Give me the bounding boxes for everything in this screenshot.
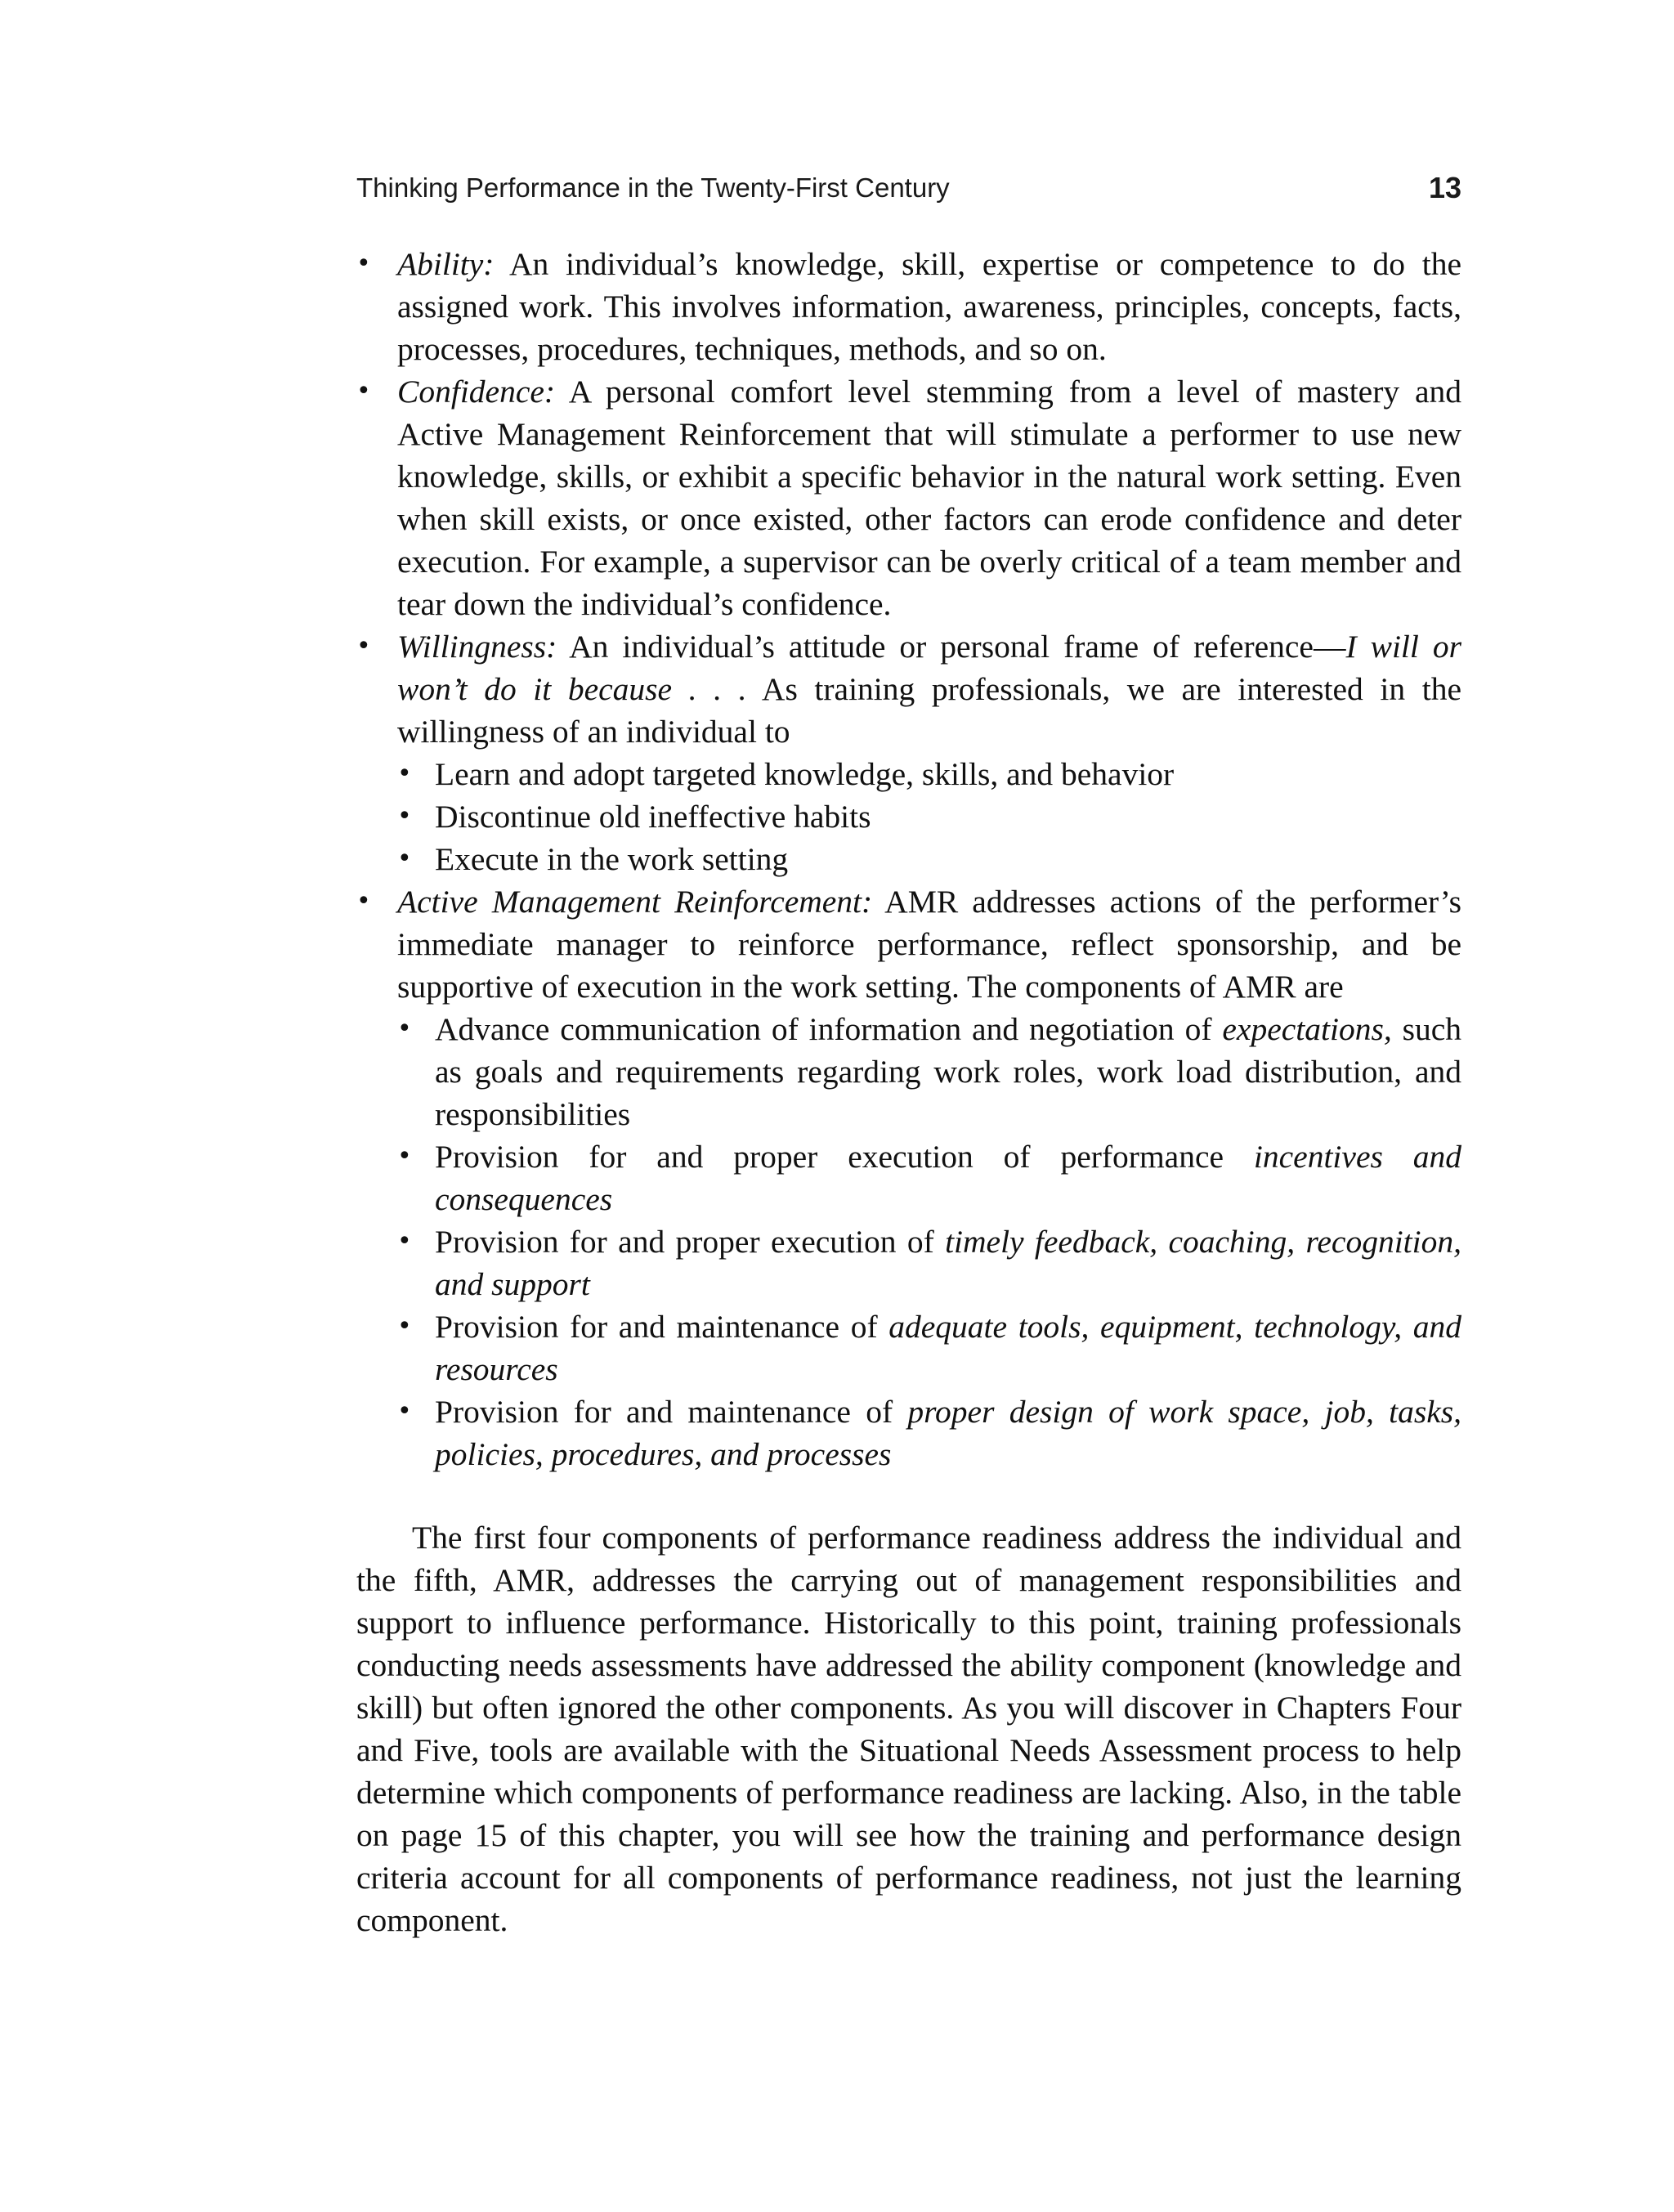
performance-readiness-list <box>356 243 1461 1475</box>
sub-item-text: Provision for and proper execution of <box>435 1224 946 1260</box>
sub-item-italic: adequate tools, equipment, technology, and resources <box>435 1309 1461 1387</box>
running-title: Thinking Performance in the Twenty-First Century <box>356 172 950 203</box>
sub-item-italic: incentives and consequences <box>435 1139 1461 1217</box>
sub-item-text: such as goals and requirements regarding work roles, work load distribution, and responsibilities <box>435 1011 1461 1132</box>
page-number: 13 <box>1428 171 1461 204</box>
sub-item-text: Provision for and proper execution of performance <box>435 1139 1254 1175</box>
body-text <box>356 243 1461 1941</box>
bullet-text: AMR addresses actions of the performer’s immediate manager to reinforce performance, reflect sponsorship, and be supportive of execution in the work setting. The components of AMR are <box>397 884 1461 1005</box>
body-paragraph: The first four components of performance readiness address the individual and the fifth, AMR, addresses the carrying out of management responsibilities and support to influence performance. Historically to this point, training professionals conducting needs assessments have addressed the ability component (knowledge and skill) but often ignored the other components. As you will discover in Chapters Four and Five, tools are available with the Situational Needs Assessment process to help determine which components of performance readiness are lacking. Also, in the table on page 15 of this chapter, you will see how the training and performance design criteria account for all components of performance readiness, not just the learning component. <box>356 1520 1461 1938</box>
sub-item-italic: proper design of work space, job, tasks, policies, procedures, and processes <box>435 1394 1461 1472</box>
bullet-ability <box>356 243 1461 370</box>
sub-item-italic: expectations, <box>1222 1011 1392 1047</box>
bullet-willingness <box>356 625 1461 880</box>
bullet-italic-text: I will or won’t do it because . . . <box>397 629 1461 707</box>
bullet-active-management-reinforcement <box>356 880 1461 1475</box>
bullet-confidence <box>356 370 1461 625</box>
bullet-term: Ability: <box>397 246 495 282</box>
sub-list-item: • Execute in the work setting <box>397 838 1461 880</box>
sub-list-item: • Learn and adopt targeted knowledge, skills, and behavior <box>397 753 1461 795</box>
sub-item-italic: timely feedback, coaching, recognition, and support <box>435 1224 1461 1302</box>
sub-list-item <box>397 1305 1461 1390</box>
bullet-text: An individual’s knowledge, skill, expertise or competence to do the assigned work. This involves information, awareness, principles, concepts, facts, processes, procedures, techniques, methods, and so on. <box>397 246 1461 367</box>
sub-list-item <box>397 1135 1461 1220</box>
bullet-term: Confidence: <box>397 374 556 410</box>
sub-item-text: Advance communication of information and negotiation of <box>435 1011 1223 1047</box>
amr-sub-list <box>397 1008 1461 1475</box>
sub-item-text: Provision for and maintenance of <box>435 1394 908 1430</box>
bullet-text: As training professionals, we are interested in the willingness of an individual to <box>397 671 1461 750</box>
sub-list-item <box>397 1008 1461 1135</box>
bullet-text: A personal comfort level stemming from a level of mastery and Active Management Reinforcement that will stimulate a performer to use new knowledge, skills, or exhibit a specific behavior in the natural work setting. Even when skill exists, or once existed, other factors can erode confidence and deter execution. For example, a supervisor can be overly critical of a team member and tear down the individual’s confidence. <box>397 374 1461 622</box>
sub-list-item <box>397 1390 1461 1475</box>
bullet-term: Active Management Reinforcement: <box>397 884 873 920</box>
bullet-text: An individual’s attitude or personal frame of reference— <box>557 629 1346 665</box>
sub-list-item: • Discontinue old ineffective habits <box>397 795 1461 838</box>
bullet-term: Willingness: <box>397 629 557 665</box>
sub-item-text: Provision for and maintenance of <box>435 1309 889 1345</box>
sub-list-item <box>397 1220 1461 1305</box>
willingness-sub-list <box>397 753 1461 880</box>
